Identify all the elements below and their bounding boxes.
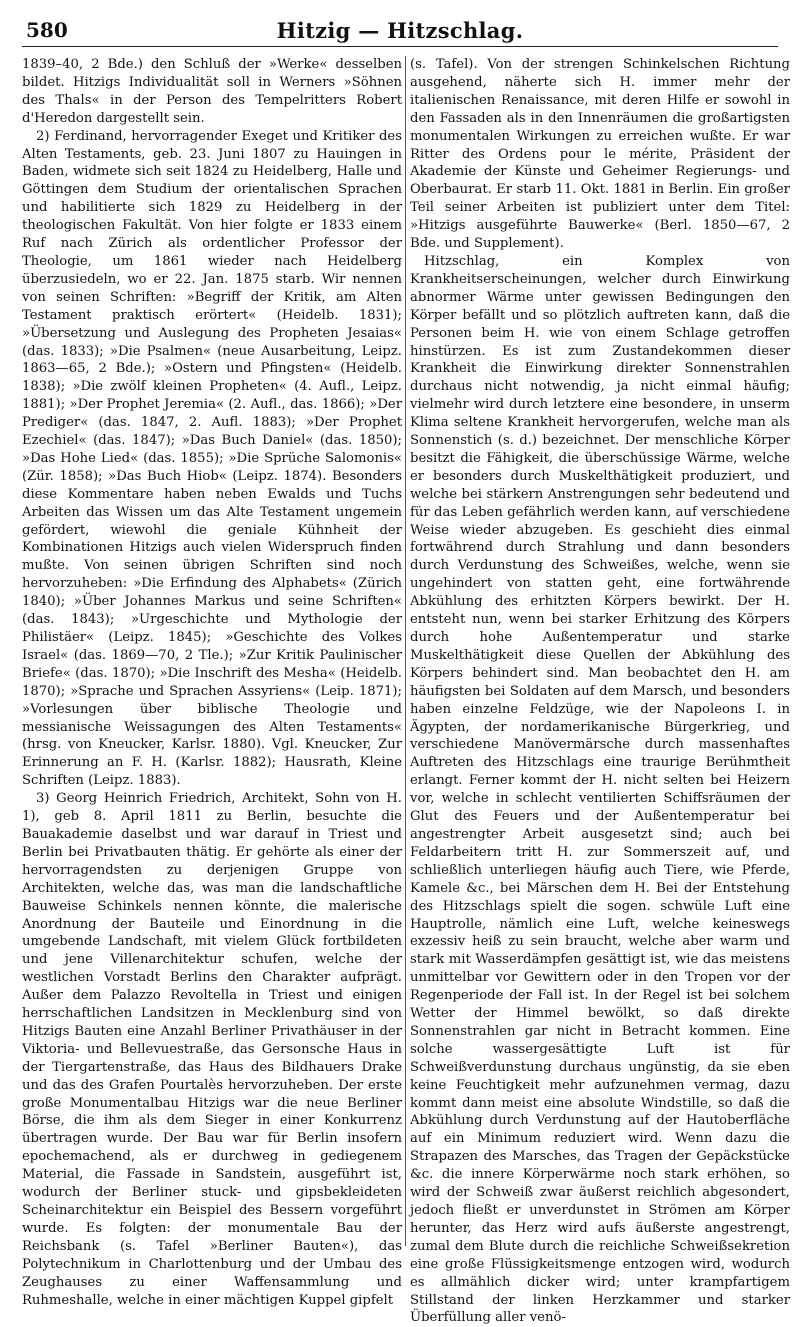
page-header <box>22 14 778 47</box>
left-column <box>22 56 402 1309</box>
entry-hitzschlag: Hitzschlag, ein Komplex von Krankheitserscheinungen, welcher durch Einwirkung abnormer Wärme unter gewissen Bedingungen den Körper befällt und so plötzlich auftreten kann, daß die Personen beim H. wie von einem Schlage getroffen hinstürzen. Es ist zum Zustandekommen dieser Krankheit die Einwirkung direkter Sonnenstrahlen durchaus nicht notwendig, ja nicht einmal häufig; vielmehr wird durch letztere eine besondere, in unserm Klima seltene Krankheit hervorgerufen, welche man als Sonnenstich (s. d.) bezeichnet. Der menschliche Körper besitzt die Fähigkeit, die überschüssige Wärme, welche er besonders durch Muskelthätigkeit produziert, und welche bei stärkern Anstrengungen sehr bedeutend und für das Leben gefährlich werden kann, auf verschiedene Weise wieder abzugeben. Es geschieht dies einmal fortwährend durch Strahlung und dann besonders durch Verdunstung des Schweißes, welche, wenn sie ungehindert von statten geht, eine fortwährende Abkühlung des erhitzten Körpers bewirkt. Der H. entsteht nun, wenn bei starker Erhitzung des Körpers durch hohe Außentemperatur und starke Muskelthätigkeit diese Quellen der Abkühlung des Körpers behindert sind. Man beobachtet den H. am häufigsten bei Soldaten auf dem Marsch, und besonders haben einzelne Feldzüge, wie der Napoleons I. in Ägypten, der nordamerikanische Bürgerkrieg, und verschiedene Manövermärsche durch massenhaftes Auftreten des Hitzschlags eine traurige Berühmtheit erlangt. Ferner kommt der H. nicht selten bei Heizern vor, welche in schlecht ventilierten Schiffsräumen der Glut des Feuers und der Außentemperatur bei angestrengter Arbeit ausgesetzt sind; auch bei Feldarbeitern tritt H. zur Sommerszeit auf, und schließlich unterliegen häufig auch Tiere, wie Pferde, Kamele &c., bei Märschen dem H. Bei der Entstehung des Hitzschlags spielt die sogen. schwüle Luft eine Hauptrolle, nämlich eine Luft, welche keineswegs exzessiv heiß zu sein braucht, welche aber warm und stark mit Wasserdämpfen gesättigt ist, wie das meistens unmittelbar vor Gewittern oder in den Tropen vor der Regenperiode der Fall ist. In der Regel ist bei solchem Wetter der Himmel bewölkt, so daß direkte Sonnenstrahlen gar nicht in Betracht kommen. Eine solche wassergesättigte Luft ist für Schweißverdunstung durchaus ungünstig, da sie eben keine Feuchtigkeit mehr aufzunehmen vermag, dazu kommt dann meist eine absolute Windstille, so daß die Abkühlung durch Verdunstung auf der Hautoberfläche auf ein Minimum reduziert wird. Wenn dazu die Strapazen des Marsches, das Tragen der Gepäckstücke &c. die innere Körperwärme noch stark erhöhen, so wird der Schweiß zwar äußerst reichlich abgesondert, jedoch fließt er unverdunstet in Strömen am Körper herunter, das Herz wird aufs äußerste angestrengt, zumal dem Blute durch die reichliche Schweißsekretion eine große Flüssigkeitsmenge entzogen wird, wodurch es allmählich dicker wird; unter krampfartigem Stillstand der linken Herzkammer und starker Überfüllung aller venö- <box>410 253 790 1326</box>
entry-georg-heinrich-friedrich-hitzig: 3) Georg Heinrich Friedrich, Architekt, Sohn von H. 1), geb 8. April 1811 zu Berlin, besuchte die Bauakademie daselbst und war darauf in Triest und Berlin bei Privatbauten thätig. Er gehörte als einer der hervorragendsten zu derjenigen Gruppe von Architekten, welche das, was man die landschaftliche Bauweise Schinkels nennen könnte, die malerische Anordnung der Bauteile und Einordnung in die umgebende Landschaft, mit vielem Glück fortbildeten und jene Villenarchitektur schufen, welche der westlichen Vorstadt Berlins den Charakter aufprägt. Außer dem Palazzo Revoltella in Triest und einigen herrschaftlichen Landsitzen in Mecklenburg sind von Hitzigs Bauten eine Anzahl Berliner Privathäuser in der Viktoria- und Bellevuestraße, das Gersonsche Haus in der Tiergartenstraße, das Haus des Bildhauers Drake und das des Grafen Pourtalès hervorzuheben. Der erste große Monumentalbau Hitzigs war die neue Berliner Börse, die ihm als dem Sieger in einer Konkurrenz übertragen wurde. Der Bau war für Berlin insofern epochemachend, als er durchweg in gediegenem Material, die Fassade in Sandstein, ausgeführt ist, wodurch der Berliner stuck- und gipsbekleideten Scheinarchitektur ein Beispiel des Bessern vorgeführt wurde. Es folgten: der monumentale Bau der Reichsbank (s. Tafel »Berliner Bauten«), das Polytechnikum in Charlottenburg und der Umbau des Zeughauses zu einer Waffensammlung und Ruhmeshalle, welche in einer mächtigen Kuppel gipfelt <box>22 791 402 1308</box>
page-number: 580 <box>26 18 68 42</box>
entry-continuation-right: (s. Tafel). Von der strengen Schinkelschen Richtung ausgehend, näherte sich H. immer mehr der italienischen Renaissance, mit deren Hilfe er sowohl in den Fassaden als in den Innenräumen die großartigsten monumentalen Wirkungen zu erreichen wußte. Er war Ritter des Ordens pour le mérite, Präsident der Akademie der Künste und Geheimer Regierungs- und Oberbaurat. Er starb 11. Okt. 1881 in Berlin. Ein großer Teil seiner Arbeiten ist publiziert unter dem Titel: »Hitzigs ausgeführte Bauwerke« (Berl. 1850—67, 2 Bde. und Supplement). <box>410 57 790 252</box>
entry-ferdinand-hitzig: 2) Ferdinand, hervorragender Exeget und Kritiker des Alten Testaments, geb. 23. Juni 1807 zu Hauingen in Baden, widmete sich seit 1824 zu Heidelberg, Halle und Göttingen dem Studium der orientalischen Sprachen und habilitierte sich 1829 zu Heidelberg in der theologischen Fakultät. Von hier folgte er 1833 einem Ruf nach Zürich als ordentlicher Professor der Theologie, um 1861 wieder nach Heidelberg überzusiedeln, wo er 22. Jan. 1875 starb. Wir nennen von seinen Schriften: »Begriff der Kritik, am Alten Testament praktisch erörtert« (Heidelb. 1831); »Übersetzung und Auslegung des Propheten Jesaias« (das. 1833); »Die Psalmen« (neue Ausarbeitung, Leipz. 1863—65, 2 Bde.); »Ostern und Pfingsten« (Heidelb. 1838); »Die zwölf kleinen Propheten« (4. Aufl., Leipz. 1881); »Der Prophet Jeremia« (2. Aufl., das. 1866); »Der Prediger« (das. 1847, 2. Aufl. 1883); »Der Prophet Ezechiel« (das. 1847); »Das Buch Daniel« (das. 1850); »Das Hohe Lied« (das. 1855); »Die Sprüche Salomonis« (Zür. 1858); »Das Buch Hiob« (Leipz. 1874). Besonders diese Kommentare haben neben Ewalds und Tuchs Arbeiten das Wissen um das Alte Testament ungemein gefördert, wiewohl die geniale Kühnheit der Kombinationen Hitzigs auch vielen Widerspruch finden mußte. Von seinen übrigen Schriften sind noch hervorzuheben: »Die Erfindung des Alphabets« (Zürich 1840); »Über Johannes Markus und seine Schriften« (das. 1843); »Urgeschichte und Mythologie der Philistäer« (Leipz. 1845); »Geschichte des Volkes Israel« (das. 1869—70, 2 Tle.); »Zur Kritik Paulinischer Briefe« (das. 1870); »Die Inschrift des Mesha« (Heidelb. 1870); »Sprache und Sprachen Assyriens« (Leip. 1871); »Vorlesungen über biblische Theologie und messianische Weissagungen des Alten Testaments« (hrsg. von Kneucker, Karlsr. 1880). Vgl. Kneucker, Zur Erinnerung an F. H. (Karlsr. 1882); Hausrath, Kleine Schriften (Leipz. 1883). <box>22 128 402 789</box>
right-column <box>410 56 790 1327</box>
entry-continuation: 1839–40, 2 Bde.) den Schluß der »Werke« desselben bildet. Hitzigs Individualität soll in Werners »Söhnen des Thals« in der Person des Tempelritters Robert d'Heredon dargestellt sein. <box>22 57 402 126</box>
column-divider <box>405 56 406 1246</box>
running-title: Hitzig — Hitzschlag. <box>276 18 524 43</box>
